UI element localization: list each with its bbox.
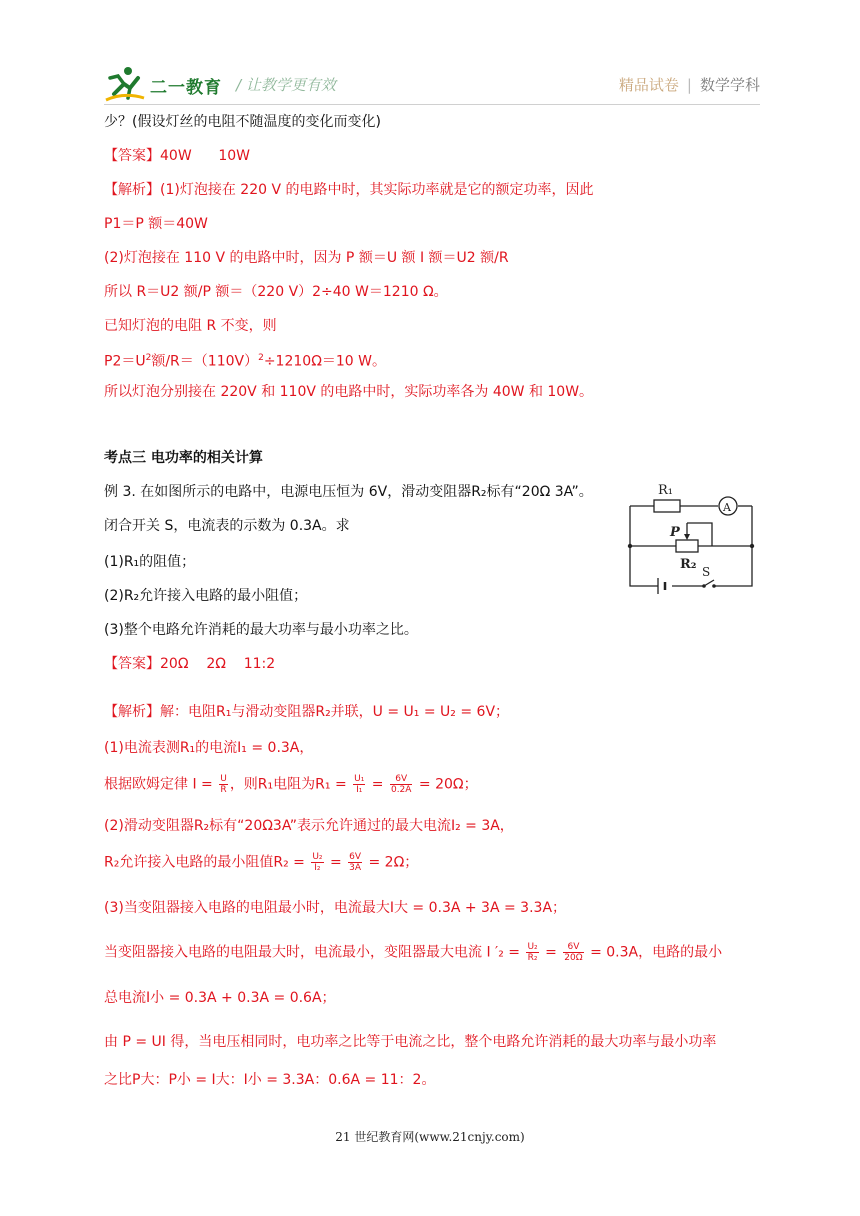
header-right <box>619 74 760 95</box>
solution-line: (2)滑动变阻器R₂标有“20Ω3A”表示允许通过的最大电流I₂ = 3A， <box>104 818 514 834</box>
analysis-tag: 【解析】 <box>104 704 160 720</box>
question-line: (1)R₁的阻值； <box>104 554 196 570</box>
superscript: 2 <box>258 353 264 363</box>
answer-tag: 【答案】 <box>104 656 160 672</box>
fraction-numerator: U₂ <box>312 852 323 862</box>
solution-line: (3)当变阻器接入电路的电阻最小时，电流最大I大 = 0.3A + 3A = 3.3A； <box>104 900 567 916</box>
fraction <box>348 852 362 873</box>
fraction-numerator: U <box>220 774 227 784</box>
analysis-line: 所以灯泡分别接在 220V 和 110V 的电路中时，实际功率各为 40W 和 10W。 <box>104 384 594 400</box>
header-separator: | <box>686 76 692 94</box>
text-frag: = 2Ω； <box>364 854 419 871</box>
label-r1: R₁ <box>658 483 673 498</box>
page-footer: 21 世纪教育网(www.21cnjy.com) <box>335 1130 525 1144</box>
solution-line: 由 P = UI 得，当电压相同时，电功率之比等于电流之比，整个电路允许消耗的最大功率与最小功率 <box>104 1034 717 1050</box>
text-frag: 当变阻器接入电路的电阻最大时，电流最小，变阻器最大电流 I ′₂ = <box>104 944 525 961</box>
label-ammeter: A <box>723 501 731 514</box>
text-frag: ，则R₁电阻为R₁ = <box>229 776 352 793</box>
question-line: 闭合开关 S，电流表的示数为 0.3A。求 <box>104 518 350 534</box>
fraction-numerator: 6V <box>390 774 412 785</box>
running-man-logo-icon <box>104 64 148 104</box>
answer-line <box>104 654 275 674</box>
analysis-line <box>104 348 386 372</box>
analysis-line: P1＝P 额＝40W <box>104 216 208 232</box>
text-frag: = <box>540 944 562 961</box>
question-line: 例 3. 在如图所示的电路中，电源电压恒为 6V，滑动变阻器R₂标有“20Ω 3A”。 <box>104 484 593 500</box>
page-header <box>104 64 760 104</box>
fraction <box>526 942 538 963</box>
text-frag: = 20Ω； <box>414 776 478 793</box>
answer-line <box>104 146 250 166</box>
fraction-denominator: 3A <box>349 863 362 873</box>
question-line: (3)整个电路允许消耗的最大功率与最小功率之比。 <box>104 622 418 638</box>
text-frag: ÷1210Ω＝10 W。 <box>263 353 386 370</box>
label-slider: P <box>670 525 680 540</box>
solution-line: 之比P大：P小 = I大：I小 = 3.3A：0.6A = 11：2。 <box>104 1072 436 1088</box>
brand-slogan: / 让教学更有效 <box>236 76 336 94</box>
fraction <box>563 942 583 963</box>
circuit-diagram <box>622 476 768 594</box>
fraction <box>353 774 365 795</box>
analysis-line <box>104 180 593 200</box>
fraction-numerator: 6V <box>563 942 583 953</box>
fraction-numerator: U₁ <box>354 774 365 784</box>
text-frag: 额/R＝（110V） <box>151 353 259 370</box>
text-frag: = <box>325 854 347 871</box>
header-tag: 精品试卷 <box>618 76 679 94</box>
question-line: (2)R₂允许接入电路的最小阻值； <box>104 588 308 604</box>
analysis-line: (2)灯泡接在 110 V 的电路中时，因为 P 额＝U 额 I 额＝U2 额/R <box>104 250 509 266</box>
superscript: 2 <box>145 353 152 363</box>
solution-line <box>104 702 509 722</box>
label-switch: S <box>702 565 711 579</box>
fraction <box>219 774 228 795</box>
fraction-numerator: U₂ <box>527 942 538 952</box>
answer-body: 40W 10W <box>160 148 251 164</box>
header-subject: 数学学科 <box>699 76 760 94</box>
text-frag: P2＝U <box>104 353 146 370</box>
solution-line <box>104 774 478 795</box>
fraction <box>311 852 323 873</box>
section-title: 考点三 电功率的相关计算 <box>104 450 263 466</box>
header-rule <box>104 104 760 105</box>
brand-name: 二一教育 <box>150 78 222 98</box>
label-r2: R₂ <box>680 557 697 572</box>
text-frag: R₂允许接入电路的最小阻值R₂ = <box>104 854 310 871</box>
solution-line: (1)电流表测R₁的电流I₁ = 0.3A， <box>104 740 314 756</box>
text-line: 少？(假设灯丝的电阻不随温度的变化而变化) <box>104 114 381 130</box>
fraction-denominator: R <box>220 785 227 795</box>
fraction-numerator: 6V <box>349 852 362 862</box>
answer-tag: 【答案】 <box>104 148 160 164</box>
fraction-denominator: 20Ω <box>564 953 583 963</box>
solution-line <box>104 852 418 873</box>
text-frag: = <box>367 776 388 793</box>
fraction-denominator: I₂ <box>314 863 321 873</box>
fraction-denominator: I₁ <box>356 785 363 795</box>
analysis-body: 解：电阻R₁与滑动变阻器R₂并联，U = U₁ = U₂ = 6V； <box>160 704 510 720</box>
solution-line: 总电流I小 = 0.3A + 0.3A = 0.6A； <box>104 990 336 1006</box>
text-frag: 根据欧姆定律 I = <box>104 776 218 793</box>
fraction-denominator: 0.2A <box>390 785 412 795</box>
fraction-denominator: R₂ <box>527 953 538 963</box>
analysis-tag: 【解析】 <box>104 182 160 198</box>
analysis-line: 已知灯泡的电阻 R 不变，则 <box>104 318 277 334</box>
fraction <box>390 774 412 795</box>
answer-body: 20Ω 2Ω 11:2 <box>160 656 276 672</box>
analysis-body: (1)灯泡接在 220 V 的电路中时，其实际功率就是它的额定功率，因此 <box>160 182 594 198</box>
analysis-line: 所以 R＝U2 额/P 额＝（220 V）2÷40 W＝1210 Ω。 <box>104 284 448 300</box>
text-frag: = 0.3A，电路的最小 <box>585 944 723 961</box>
solution-line <box>104 942 722 963</box>
